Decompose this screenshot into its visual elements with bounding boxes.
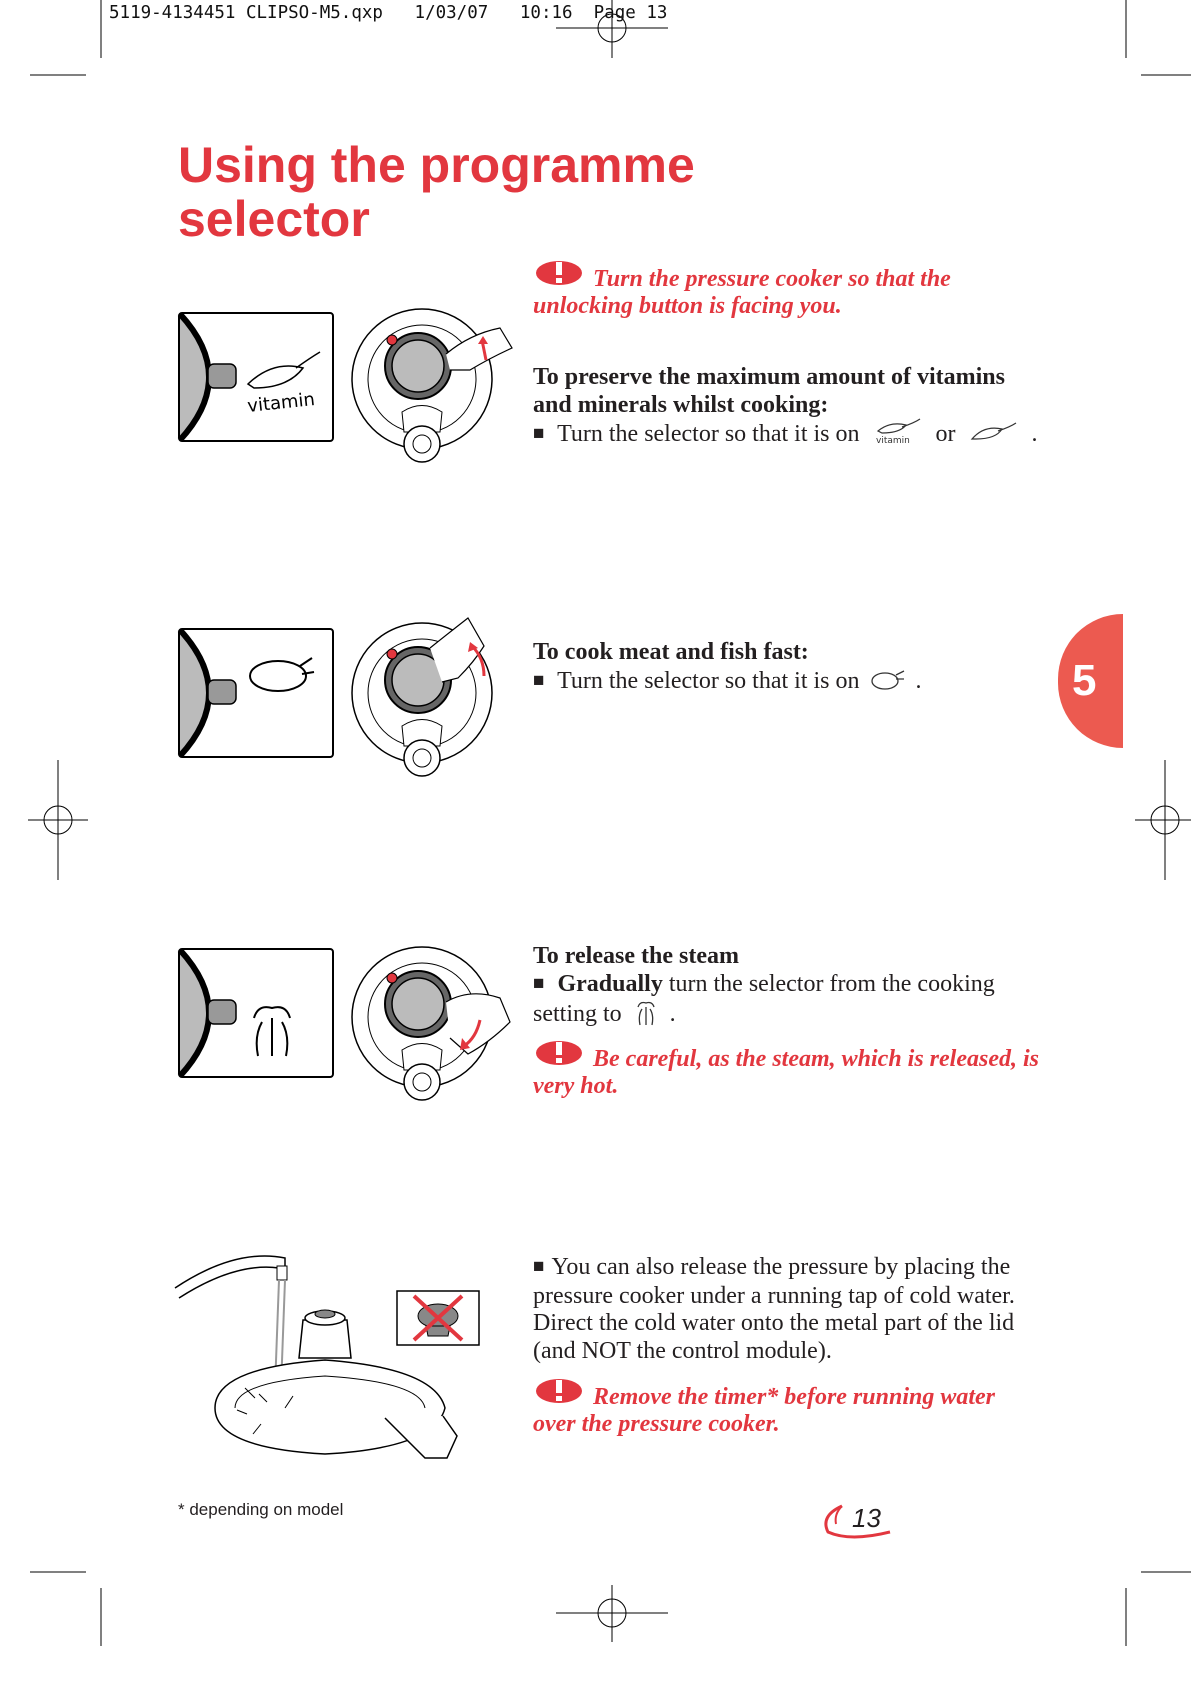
section-release-steam-heading: To release the steam bbox=[533, 943, 739, 969]
page-title bbox=[178, 138, 798, 246]
illustration-selector-meat-closeup bbox=[178, 628, 334, 758]
section-vitamins bbox=[533, 364, 1053, 450]
steam-symbol-icon bbox=[632, 999, 660, 1027]
vitamin-symbol-icon bbox=[872, 419, 924, 445]
meat-fish-symbol-icon bbox=[870, 667, 906, 691]
bullet-end: . bbox=[915, 667, 922, 694]
illustration-lid-turning-2 bbox=[350, 618, 515, 778]
dial-label-vitamin: vitamin bbox=[246, 389, 316, 417]
svg-text:vitamin: vitamin bbox=[875, 436, 910, 446]
section-release-steam-line-2 bbox=[533, 999, 1053, 1029]
section-release-steam bbox=[533, 943, 1053, 1029]
chapter-tab-number: 5 bbox=[1072, 656, 1097, 705]
section-cold-water-bullet: ■ You can also release the pressure by placing the pressure cooker under a running tap of cold water. Direct the cold water onto the metal part of the lid (and NOT the control module). bbox=[533, 1254, 1043, 1365]
registration-mark-right bbox=[1135, 760, 1191, 880]
section-release-steam-bullet bbox=[533, 971, 1053, 1000]
bullet-text: Turn the selector so that it is on bbox=[557, 667, 860, 694]
illustration-lid-turning-1 bbox=[350, 304, 515, 464]
no-timer-under-water-icon bbox=[396, 1290, 480, 1346]
bullet-end: . bbox=[1031, 421, 1038, 447]
illustration-selector-steam-closeup bbox=[178, 948, 334, 1078]
page-title-line-2: selector bbox=[178, 191, 370, 247]
illustration-selector-vitamin-closeup bbox=[178, 312, 334, 442]
page-title-line-1: Using the programme bbox=[178, 137, 695, 193]
bullet-text: turn the selector from the cooking bbox=[668, 970, 995, 997]
print-slug-line: 5119-4134451 CLIPSO-M5.qxp 1/03/07 10:16 Page 13 bbox=[109, 3, 668, 23]
warning-text-orientation: Turn the pressure cooker so that the unlocking button is facing you. bbox=[533, 266, 951, 319]
illustration-cooker-under-tap bbox=[175, 1248, 485, 1470]
bullet-bold: Gradually bbox=[557, 970, 663, 997]
line-end: . bbox=[669, 1001, 676, 1027]
section-vitamins-heading-2: and minerals whilst cooking: bbox=[533, 391, 829, 418]
section-vitamins-heading-1: To preserve the maximum amount of vitamins bbox=[533, 364, 1005, 390]
page-number: 13 bbox=[852, 1503, 881, 1533]
line-text: setting to bbox=[533, 1001, 622, 1027]
bullet-or: or bbox=[935, 421, 956, 447]
registration-mark-bottom bbox=[556, 1585, 668, 1642]
section-meat-fish-bullet bbox=[533, 667, 1053, 697]
illustration-lid-turning-3 bbox=[350, 942, 515, 1102]
bullet-text: Turn the selector so that it is on bbox=[557, 421, 860, 447]
footnote: * depending on model bbox=[178, 1500, 344, 1519]
section-meat-fish bbox=[533, 639, 1053, 696]
vegetables-symbol-icon bbox=[968, 421, 1020, 443]
warning-text-remove-timer: Remove the timer* before running water over the pressure cooker. bbox=[533, 1384, 995, 1437]
registration-mark-left bbox=[28, 760, 88, 880]
section-cold-water bbox=[533, 1254, 1043, 1365]
warning-text-hot-steam: Be careful, as the steam, which is released, is very hot. bbox=[533, 1046, 1039, 1099]
section-vitamins-bullet bbox=[533, 419, 1053, 450]
section-meat-fish-heading: To cook meat and fish fast: bbox=[533, 639, 809, 665]
